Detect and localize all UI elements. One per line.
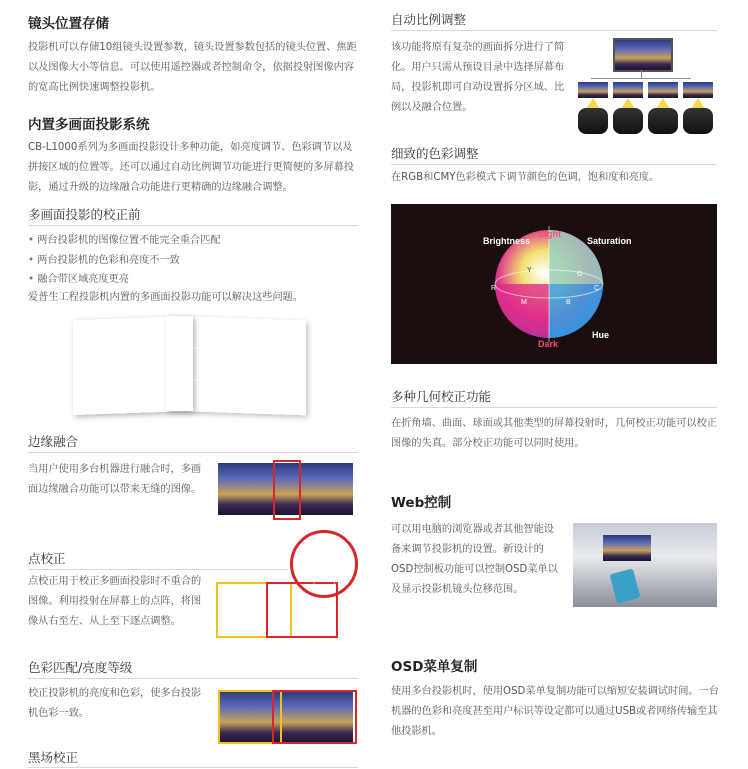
divider bbox=[28, 225, 358, 226]
full-screen-image bbox=[613, 38, 673, 72]
before-correction-note: 爱普生工程投影机内置的多画面投影功能可以解决这些问题。 bbox=[28, 292, 304, 303]
brightness-label: Brightness bbox=[483, 236, 531, 246]
connector bbox=[641, 70, 642, 78]
before-correction-title: 多画面投影的校正前 bbox=[28, 207, 141, 222]
divider bbox=[28, 678, 358, 679]
split-thumb bbox=[683, 82, 713, 98]
saturation-label: Saturation bbox=[587, 236, 632, 246]
projection-image-right bbox=[166, 316, 306, 416]
split-thumb bbox=[613, 82, 643, 98]
screen-image bbox=[603, 535, 651, 561]
connector bbox=[591, 78, 691, 79]
color-adjust-text: 在RGB和CMY色彩模式下调节颜色的色调，饱和度和亮度。 bbox=[391, 172, 660, 183]
tablet-icon bbox=[610, 568, 641, 603]
edge-blend-text: 当用户使用多台机器进行融合时，多画面边缘融合功能可以带来无缝的图像。 bbox=[28, 464, 202, 495]
color-matching-title: 色彩匹配/亮度等级 bbox=[28, 660, 133, 675]
r-label: R bbox=[491, 285, 497, 292]
b-label: B bbox=[566, 299, 571, 306]
point-correction-title: 点校正 bbox=[28, 551, 66, 566]
divider bbox=[391, 407, 717, 408]
projector-icon bbox=[613, 108, 643, 134]
auto-scale-text: 该功能将原有复杂的画面拆分进行了简化。用户只需从预设目录中选择屏幕布局，投影机即可自动设置拆分区域、比例以及融合位置。 bbox=[391, 42, 565, 113]
color-adjust-title: 细致的色彩调整 bbox=[391, 146, 479, 161]
blend-zone-highlight bbox=[273, 460, 301, 520]
geometry-title: 多种几何校正功能 bbox=[391, 389, 492, 404]
divider bbox=[391, 30, 717, 31]
lens-memory-title: 镜头位置存储 bbox=[28, 16, 109, 32]
split-thumb bbox=[578, 82, 608, 98]
list-item: • 融合带区域亮度更亮 bbox=[28, 270, 358, 290]
hue-label: Hue bbox=[592, 330, 610, 340]
color-sphere-icon bbox=[391, 204, 717, 364]
list-item: • 两台投影机的色彩和亮度不一致 bbox=[28, 251, 358, 271]
black-level-title: 黑场校正 bbox=[28, 750, 79, 765]
web-control-title: Web控制 bbox=[391, 495, 452, 511]
point-correction-text: 点校正用于校正多画面投影时不重合的图像。利用投射在屏幕上的点阵，将图像从右至左、从上至下逐点调整。 bbox=[28, 576, 202, 627]
osd-copy-text: 使用多台投影机时，使用OSD菜单复制功能可以缩短安装调试时间。一台机器的色彩和亮度甚至用户标识等设定都可以通过USB或者网络传输至其他投影机。 bbox=[391, 686, 719, 737]
osd-copy-title: OSD菜单复制 bbox=[391, 659, 478, 675]
divider bbox=[391, 164, 717, 165]
projector-icon bbox=[648, 108, 678, 134]
right-projector-zone bbox=[272, 690, 357, 744]
classroom-image bbox=[573, 523, 717, 607]
multi-projection-title: 内置多画面投影系统 bbox=[28, 117, 150, 133]
edge-blend-title: 边缘融合 bbox=[28, 434, 79, 449]
multi-projection-text: CB-L1000系列为多画面投影设计多种功能，如亮度调节、色彩调节以及拼接区域的位置等。还可以通过自动比例调节功能进行更简便的多屏幕投影，通过升级的边缘融合功能进行更精确的边缘融合调整。 bbox=[28, 142, 354, 193]
m-label: M bbox=[521, 299, 527, 306]
color-matching-text: 校正投影机的亮度和色彩，使多台投影机色彩一致。 bbox=[28, 688, 202, 719]
dark-label: Dark bbox=[538, 339, 559, 349]
lens-memory-text: 投影机可以存储10组镜头设置参数，镜头设置参数包括的镜头位置、焦距以及图像大小等信息。可以使用遥控器或者控制命令，依据投射图像内容的宽高比例快速调整投影机。 bbox=[28, 42, 357, 93]
projector-icon bbox=[578, 108, 608, 134]
before-correction-list bbox=[28, 231, 358, 290]
divider bbox=[28, 767, 358, 768]
divider bbox=[28, 569, 288, 570]
c-label: C bbox=[594, 285, 600, 292]
magnify-icon bbox=[290, 530, 358, 598]
split-thumb bbox=[648, 82, 678, 98]
geometry-text: 在折角墙、曲面、球面或其他类型的屏幕投射时，几何校正功能可以校正图像的失真。部分校正功能可以同时使用。 bbox=[391, 418, 717, 449]
color-sphere-diagram bbox=[391, 204, 717, 364]
web-control-text: 可以用电脑的浏览器或者其他智能设备来调节投影机的设置。新设计的OSD控制板功能可以控制OSD菜单以及显示投影机镜头位移范围。 bbox=[391, 524, 558, 595]
y-label: Y bbox=[527, 267, 532, 274]
divider bbox=[28, 452, 358, 453]
auto-scale-title: 自动比例调整 bbox=[391, 12, 467, 27]
light-label: Light bbox=[539, 229, 561, 239]
projector-icon bbox=[683, 108, 713, 134]
list-item: • 两台投影机的图像位置不能完全重合匹配 bbox=[28, 231, 358, 251]
g-label: G bbox=[577, 271, 583, 278]
